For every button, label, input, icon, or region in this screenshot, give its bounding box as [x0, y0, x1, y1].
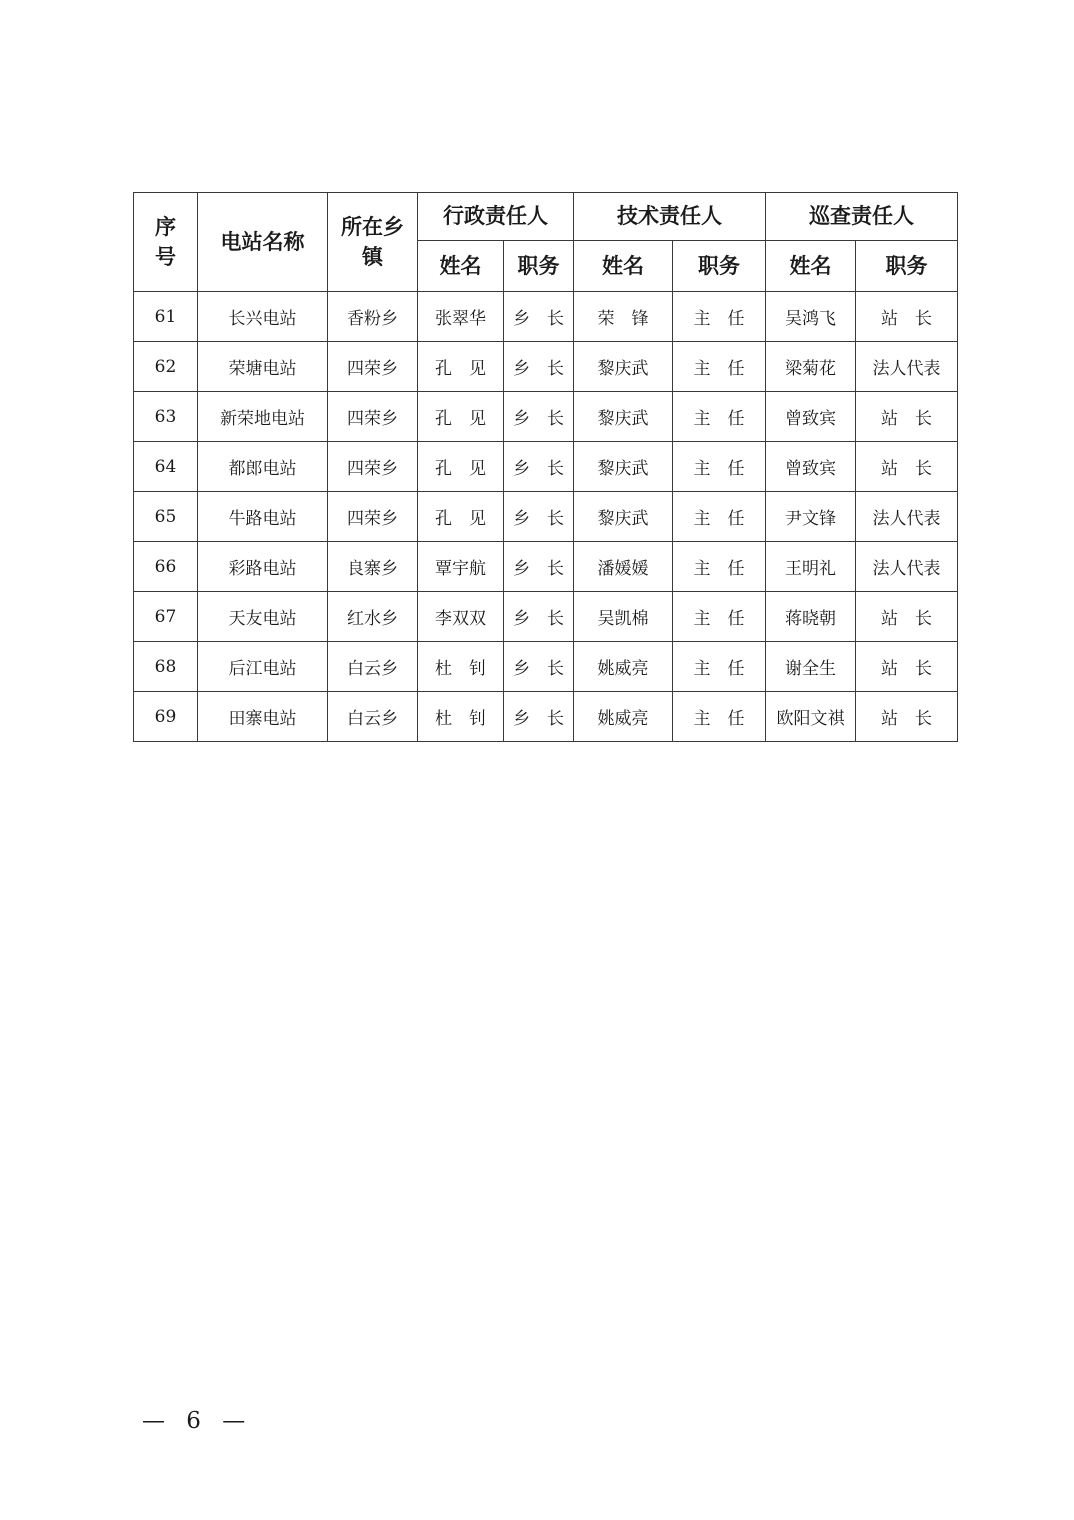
- cell-patrol-title: 站 长: [856, 692, 958, 742]
- cell-admin-title: 乡 长: [504, 342, 574, 392]
- cell-admin-name: 杜 钊: [418, 642, 504, 692]
- table-row: [134, 642, 958, 692]
- cell-tech-title: 主 任: [673, 542, 766, 592]
- cell-tech-name: 黎庆武: [574, 342, 673, 392]
- table-row: [134, 542, 958, 592]
- cell-station: 新荣地电站: [198, 392, 328, 442]
- cell-admin-name: 张翠华: [418, 292, 504, 342]
- cell-tech-name: 黎庆武: [574, 492, 673, 542]
- header-admin-title: 职务: [504, 241, 574, 292]
- header-tech-name: 姓名: [574, 241, 673, 292]
- cell-tech-title: 主 任: [673, 292, 766, 342]
- header-group-patrol-responsible: 巡查责任人: [766, 193, 958, 241]
- cell-tech-name: 潘媛媛: [574, 542, 673, 592]
- table-row: [134, 342, 958, 392]
- table-row: [134, 292, 958, 342]
- cell-patrol-title: 站 长: [856, 442, 958, 492]
- cell-patrol-name: 梁菊花: [766, 342, 856, 392]
- cell-serial: 68: [134, 642, 198, 692]
- cell-admin-name: 孔 见: [418, 392, 504, 442]
- header-group-admin-responsible: 行政责任人: [418, 193, 574, 241]
- cell-township: 香粉乡: [328, 292, 418, 342]
- cell-patrol-name: 谢全生: [766, 642, 856, 692]
- table-row: [134, 692, 958, 742]
- cell-township: 红水乡: [328, 592, 418, 642]
- cell-patrol-title: 法人代表: [856, 492, 958, 542]
- cell-tech-title: 主 任: [673, 492, 766, 542]
- cell-serial: 69: [134, 692, 198, 742]
- cell-patrol-title: 站 长: [856, 642, 958, 692]
- cell-tech-name: 黎庆武: [574, 442, 673, 492]
- cell-station: 长兴电站: [198, 292, 328, 342]
- cell-tech-title: 主 任: [673, 342, 766, 392]
- cell-township: 白云乡: [328, 642, 418, 692]
- cell-station: 田寨电站: [198, 692, 328, 742]
- cell-serial: 63: [134, 392, 198, 442]
- cell-patrol-name: 王明礼: [766, 542, 856, 592]
- header-tech-title: 职务: [673, 241, 766, 292]
- cell-township: 四荣乡: [328, 442, 418, 492]
- cell-tech-title: 主 任: [673, 592, 766, 642]
- cell-serial: 62: [134, 342, 198, 392]
- cell-admin-title: 乡 长: [504, 492, 574, 542]
- header-serial-label: 序号: [154, 213, 176, 269]
- cell-patrol-name: 蒋晓朝: [766, 592, 856, 642]
- cell-station: 荣塘电站: [198, 342, 328, 392]
- cell-patrol-title: 法人代表: [856, 342, 958, 392]
- cell-serial: 65: [134, 492, 198, 542]
- cell-station: 天友电站: [198, 592, 328, 642]
- cell-admin-name: 孔 见: [418, 342, 504, 392]
- cell-patrol-title: 站 长: [856, 392, 958, 442]
- responsibility-table: [133, 192, 958, 742]
- cell-admin-name: 覃宇航: [418, 542, 504, 592]
- cell-patrol-name: 曾致宾: [766, 392, 856, 442]
- cell-admin-name: 孔 见: [418, 492, 504, 542]
- header-township: [328, 193, 418, 292]
- cell-tech-title: 主 任: [673, 642, 766, 692]
- cell-tech-title: 主 任: [673, 392, 766, 442]
- cell-tech-name: 姚威亮: [574, 642, 673, 692]
- cell-station: 都郎电站: [198, 442, 328, 492]
- cell-township: 四荣乡: [328, 392, 418, 442]
- cell-admin-title: 乡 长: [504, 392, 574, 442]
- cell-admin-title: 乡 长: [504, 442, 574, 492]
- header-patrol-name: 姓名: [766, 241, 856, 292]
- cell-township: 良寨乡: [328, 542, 418, 592]
- table-row: [134, 492, 958, 542]
- cell-patrol-title: 站 长: [856, 592, 958, 642]
- cell-patrol-name: 尹文锋: [766, 492, 856, 542]
- header-station-name: 电站名称: [198, 193, 328, 292]
- table-row: [134, 592, 958, 642]
- table-header-row-groups: [134, 193, 958, 241]
- cell-serial: 66: [134, 542, 198, 592]
- header-patrol-title: 职务: [856, 241, 958, 292]
- cell-admin-name: 孔 见: [418, 442, 504, 492]
- cell-patrol-title: 站 长: [856, 292, 958, 342]
- cell-tech-name: 荣 锋: [574, 292, 673, 342]
- cell-patrol-title: 法人代表: [856, 542, 958, 592]
- cell-patrol-name: 欧阳文祺: [766, 692, 856, 742]
- cell-station: 彩路电站: [198, 542, 328, 592]
- header-admin-name: 姓名: [418, 241, 504, 292]
- cell-tech-name: 吴凯棉: [574, 592, 673, 642]
- cell-serial: 61: [134, 292, 198, 342]
- cell-serial: 67: [134, 592, 198, 642]
- cell-serial: 64: [134, 442, 198, 492]
- cell-tech-title: 主 任: [673, 692, 766, 742]
- cell-tech-name: 黎庆武: [574, 392, 673, 442]
- cell-admin-title: 乡 长: [504, 292, 574, 342]
- cell-township: 四荣乡: [328, 342, 418, 392]
- page-number: — 6 —: [142, 1408, 246, 1434]
- cell-patrol-name: 曾致宾: [766, 442, 856, 492]
- cell-township: 白云乡: [328, 692, 418, 742]
- cell-admin-name: 李双双: [418, 592, 504, 642]
- header-serial: [134, 193, 198, 292]
- cell-admin-title: 乡 长: [504, 592, 574, 642]
- cell-township: 四荣乡: [328, 492, 418, 542]
- cell-station: 牛路电站: [198, 492, 328, 542]
- cell-tech-name: 姚威亮: [574, 692, 673, 742]
- cell-station: 后江电站: [198, 642, 328, 692]
- cell-tech-title: 主 任: [673, 442, 766, 492]
- cell-admin-title: 乡 长: [504, 642, 574, 692]
- cell-patrol-name: 吴鸿飞: [766, 292, 856, 342]
- cell-admin-title: 乡 长: [504, 542, 574, 592]
- table-row: [134, 442, 958, 492]
- cell-admin-name: 杜 钊: [418, 692, 504, 742]
- header-group-tech-responsible: 技术责任人: [574, 193, 766, 241]
- table-row: [134, 392, 958, 442]
- cell-admin-title: 乡 长: [504, 692, 574, 742]
- header-township-label: 所在乡镇: [341, 213, 404, 269]
